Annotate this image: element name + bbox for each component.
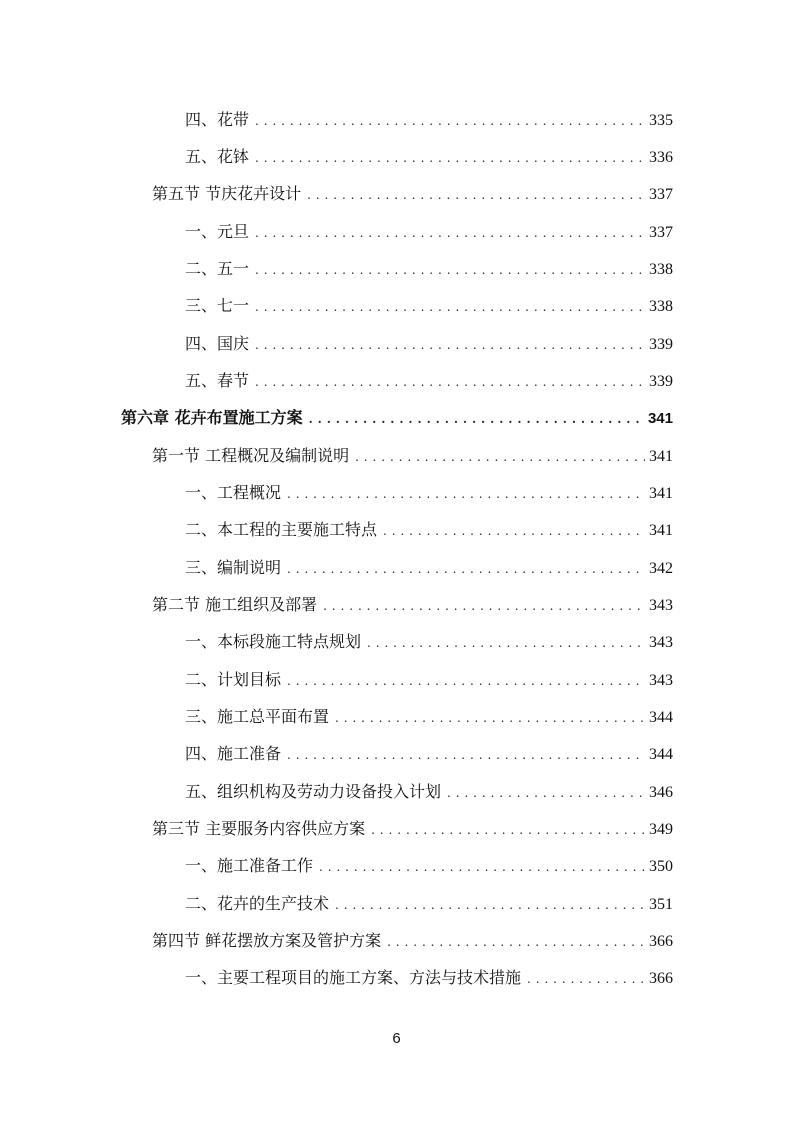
toc-entry-page: 341: [649, 485, 673, 502]
toc-entry-page: 338: [649, 261, 673, 278]
toc-entry[interactable]: [185, 847, 673, 884]
dot-leader: [255, 103, 645, 140]
dot-leader: [307, 177, 645, 214]
toc-entry-title: 二、花卉的生产技术: [185, 894, 330, 913]
toc-entry[interactable]: [185, 138, 673, 175]
toc-entry-title: 二、计划目标: [185, 670, 282, 689]
toc-entry-page: 343: [649, 634, 673, 651]
toc-entry-title: 一、元旦: [185, 222, 250, 241]
dot-leader: [255, 140, 645, 177]
dot-leader: [371, 812, 645, 849]
toc-entry-section[interactable]: [152, 586, 673, 623]
dot-leader: [255, 364, 645, 401]
toc-entry-page: 337: [649, 186, 673, 203]
toc-entry-chapter[interactable]: [121, 399, 673, 436]
toc-entry-title: 三、施工总平面布置: [185, 707, 330, 726]
dot-leader: [287, 663, 645, 700]
toc-entry[interactable]: [185, 250, 673, 287]
dot-leader: [255, 289, 645, 326]
toc-entry-title: 第五节 节庆花卉设计: [152, 184, 302, 203]
toc-entry[interactable]: [185, 623, 673, 660]
dot-leader: [255, 215, 645, 252]
toc-entry-page: 341: [649, 448, 673, 465]
toc-entry-page: 339: [649, 336, 673, 353]
toc-entry[interactable]: [185, 661, 673, 698]
dot-leader: [447, 775, 645, 812]
dot-leader: [323, 588, 645, 625]
toc-entry-page: 346: [649, 784, 673, 801]
dot-leader: [335, 887, 645, 924]
toc-entry[interactable]: [185, 287, 673, 324]
dot-leader: [319, 849, 645, 886]
toc-entry-title: 一、施工准备工作: [185, 856, 314, 875]
toc-entry[interactable]: [185, 511, 673, 548]
toc-entry-page: 343: [649, 597, 673, 614]
toc-entry-page: 339: [649, 373, 673, 390]
toc-entry[interactable]: [185, 773, 673, 810]
dot-leader: [287, 737, 645, 774]
toc-entry-title: 四、国庆: [185, 334, 250, 353]
toc-entry-page: 344: [649, 709, 673, 726]
toc-entry-page: 337: [649, 224, 673, 241]
toc-entry-title: 一、本标段施工特点规划: [185, 632, 362, 651]
toc-entry-title: 五、花钵: [185, 147, 250, 166]
toc-entry-page: 349: [649, 821, 673, 838]
toc-entry-title: 四、花带: [185, 110, 250, 129]
toc-entry[interactable]: [185, 213, 673, 250]
toc-entry[interactable]: [185, 735, 673, 772]
dot-leader: [387, 924, 645, 961]
toc-entry-page: 335: [649, 112, 673, 129]
toc-entry-page: 366: [649, 933, 673, 950]
toc-entry-page: 336: [649, 149, 673, 166]
toc-entry[interactable]: [185, 885, 673, 922]
toc-entry-title: 三、七一: [185, 296, 250, 315]
toc-entry-title: 三、编制说明: [185, 558, 282, 577]
dot-leader: [255, 252, 645, 289]
toc-entry-title: 二、五一: [185, 259, 250, 278]
toc-entry-title: 第一节 工程概况及编制说明: [152, 446, 350, 465]
toc-entry[interactable]: [185, 362, 673, 399]
dot-leader: [527, 961, 645, 998]
toc-entry-page: 366: [649, 970, 673, 987]
dot-leader: [355, 439, 645, 476]
dot-leader: [367, 625, 645, 662]
toc-entry[interactable]: [185, 474, 673, 511]
toc-entry-title: 二、本工程的主要施工特点: [185, 520, 378, 539]
toc-entry-page: 351: [649, 896, 673, 913]
toc-entry-page: 342: [649, 560, 673, 577]
dot-leader: [309, 401, 644, 438]
toc-entry-title: 第四节 鲜花摆放方案及管护方案: [152, 931, 382, 950]
toc-entry-section[interactable]: [152, 437, 673, 474]
toc-entry[interactable]: [185, 698, 673, 735]
toc-entry-page: 341: [647, 410, 673, 427]
toc-entry-page: 343: [649, 672, 673, 689]
toc-entry-page: 344: [649, 746, 673, 763]
toc-entry-title: 五、春节: [185, 371, 250, 390]
page-number: 6: [392, 1030, 401, 1047]
dot-leader: [255, 327, 645, 364]
toc-entry[interactable]: [185, 325, 673, 362]
toc-entry-page: 350: [649, 858, 673, 875]
dot-leader: [383, 513, 645, 550]
toc-entry-page: 341: [649, 522, 673, 539]
toc-entry-title: 五、组织机构及劳动力设备投入计划: [185, 782, 442, 801]
toc-entry[interactable]: [185, 959, 673, 996]
dot-leader: [287, 551, 645, 588]
toc-entry-page: 338: [649, 298, 673, 315]
toc-entry-title: 一、主要工程项目的施工方案、方法与技术措施: [185, 968, 522, 987]
toc-entry-title: 第三节 主要服务内容供应方案: [152, 819, 366, 838]
toc-entry-title: 第二节 施工组织及部署: [152, 595, 318, 614]
toc-entry-title: 一、工程概况: [185, 483, 282, 502]
dot-leader: [287, 476, 645, 513]
toc-entry-section[interactable]: [152, 175, 673, 212]
toc-entry-section[interactable]: [152, 810, 673, 847]
dot-leader: [335, 700, 645, 737]
toc-entry[interactable]: [185, 549, 673, 586]
toc-entry-title: 四、施工准备: [185, 744, 282, 763]
toc-entry-title: 第六章 花卉布置施工方案: [121, 408, 303, 427]
toc-entry[interactable]: [185, 101, 673, 138]
toc-entry-section[interactable]: [152, 922, 673, 959]
